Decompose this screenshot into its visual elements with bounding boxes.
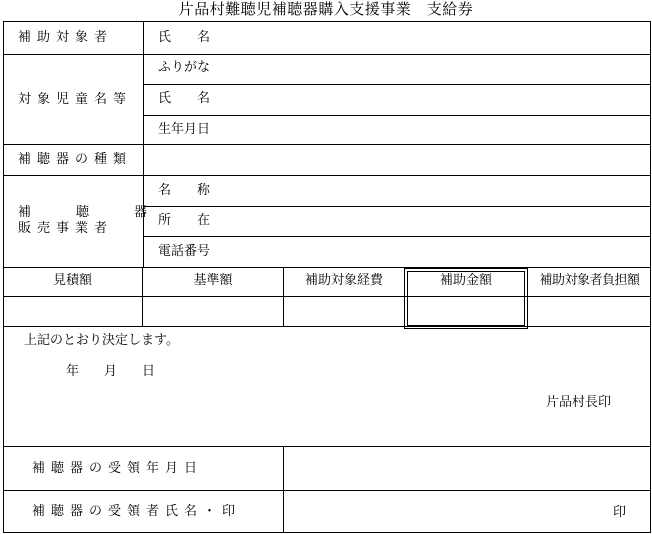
receipt-seal-mark: 印 [613,505,627,520]
birthdate-label: 生年月日 [158,122,211,137]
estimate-header: 見積額 [52,273,92,288]
seller-label-line2: 販売事業者 [18,221,114,236]
subject-label: 補助対象者 [18,30,114,45]
standard-amount-header: 基準額 [193,273,233,288]
subject-name-label: 氏 名 [158,30,211,45]
receipt-date-label: 補聴器の受領年月日 [32,461,204,476]
device-type-label: 補聴器の種類 [18,152,133,167]
eligible-cost-header: 補助対象経費 [304,273,383,288]
decision-date: 年 月 日 [66,364,162,379]
subsidy-amount-header: 補助金額 [439,273,492,288]
seller-name-label: 名 称 [158,183,211,198]
recipient-burden-header: 補助対象者負担額 [539,273,640,288]
mayor-seal: 片品村長印 [546,395,612,410]
furigana-label: ふりがな [158,60,211,75]
seller-phone-label: 電話番号 [158,244,211,259]
seller-address-label: 所 在 [158,213,211,228]
document-title: 片品村難聴児補聴器購入支援事業 支給券 [178,0,474,18]
receipt-signer-label: 補聴器の受領者氏名・印 [32,504,242,519]
child-name-label: 対象児童名等 [18,92,133,107]
child-name-field-label: 氏 名 [158,91,211,106]
decision-text: 上記のとおり決定します。 [24,333,179,348]
seller-label-line1: 補 聴 器 [18,205,164,220]
